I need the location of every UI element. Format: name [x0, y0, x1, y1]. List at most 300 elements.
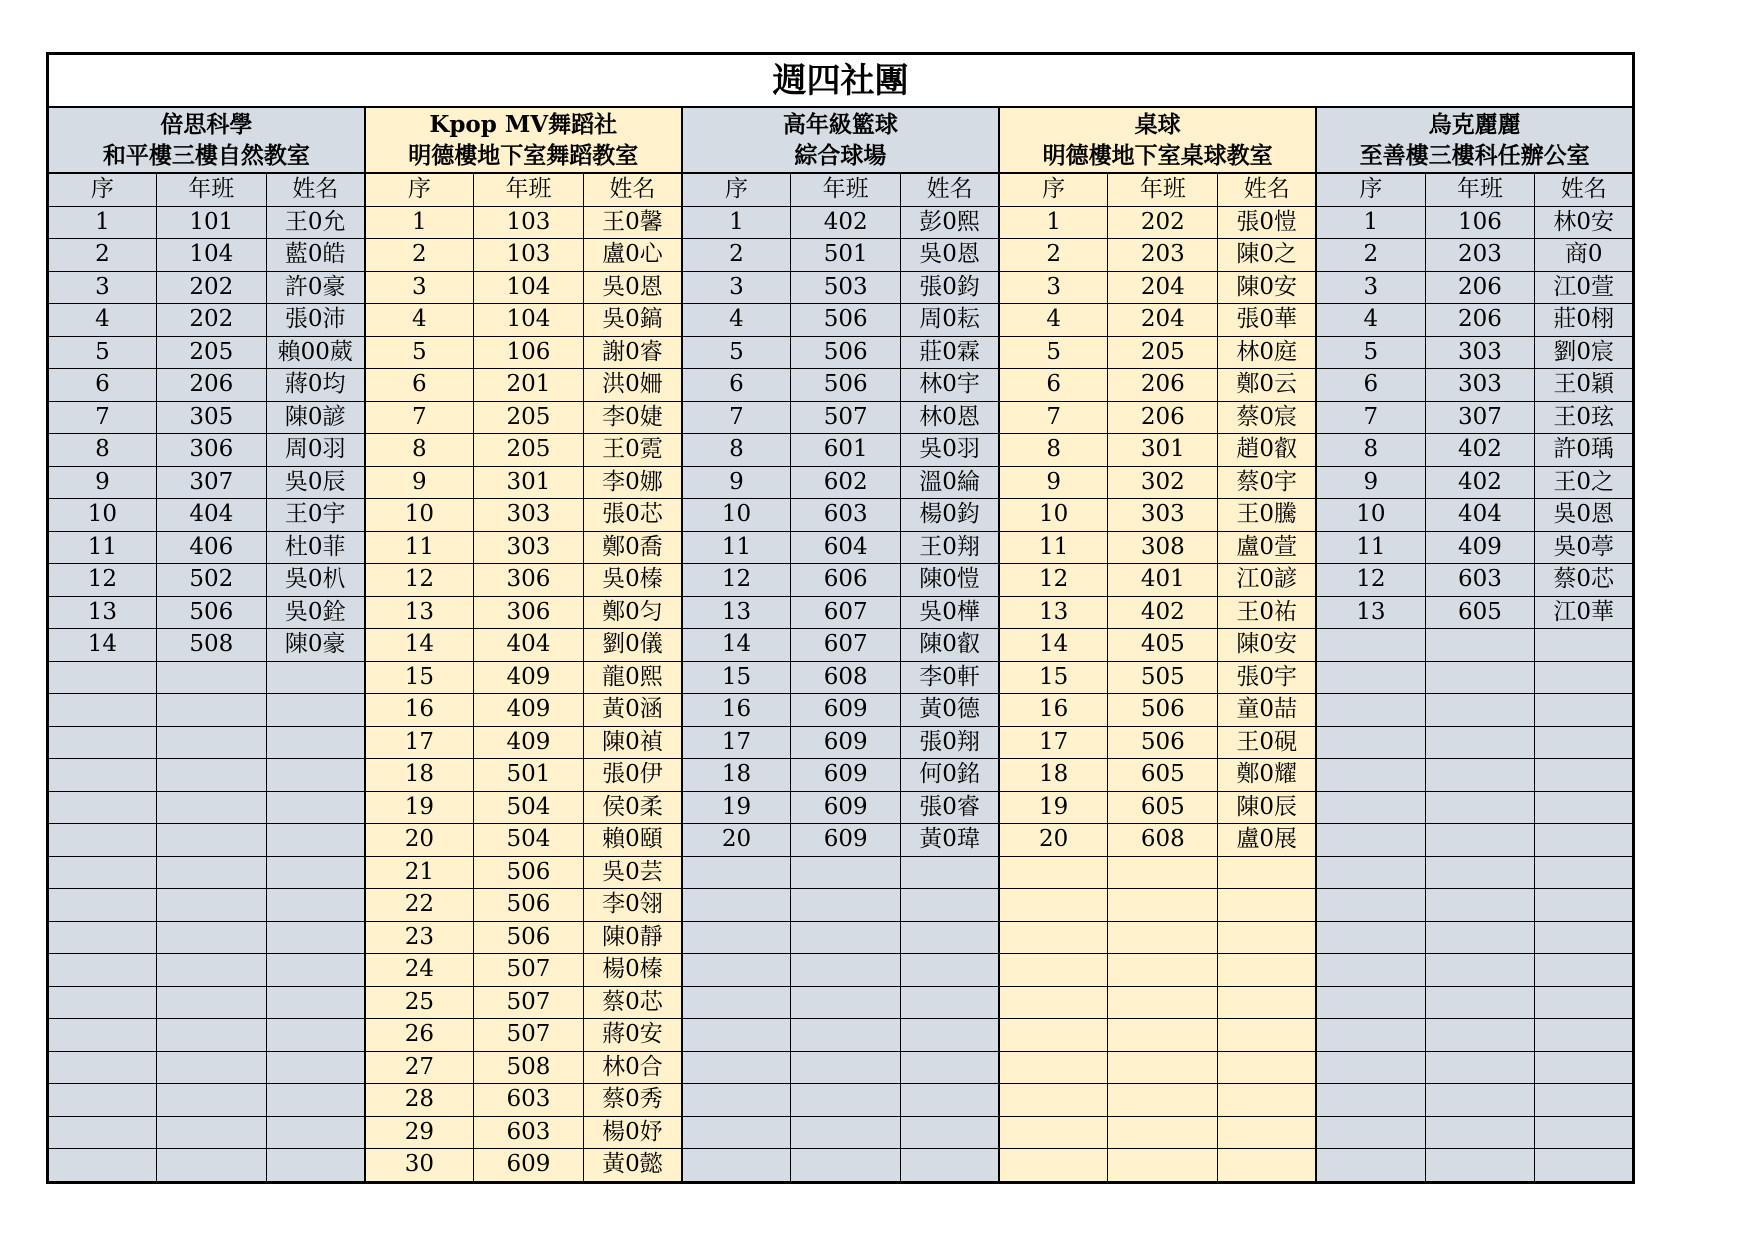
student-name-cell: [1218, 889, 1316, 922]
club-location: 和平樓三樓自然教室: [102, 142, 310, 169]
table-row: [48, 889, 1634, 922]
student-name-cell: 許0瑀: [1535, 434, 1634, 467]
class-cell: [1425, 856, 1535, 889]
student-name-cell: [1535, 986, 1634, 1019]
seq-cell: [999, 1051, 1108, 1084]
seq-cell: 9: [48, 466, 157, 499]
seq-cell: 15: [999, 661, 1108, 694]
class-cell: [1425, 629, 1535, 662]
class-cell: [156, 1084, 266, 1117]
seq-cell: 1: [48, 206, 157, 239]
class-cell: 507: [473, 986, 583, 1019]
seq-cell: 13: [48, 596, 157, 629]
seq-cell: 3: [365, 271, 474, 304]
class-header: 年班: [791, 173, 901, 206]
student-name-cell: 張0華: [1218, 304, 1316, 337]
class-cell: 601: [791, 434, 901, 467]
student-name-cell: 洪0姍: [583, 369, 681, 402]
page-title: 週四社團: [48, 54, 1634, 108]
seq-cell: 7: [682, 401, 791, 434]
student-name-cell: 王0馨: [583, 206, 681, 239]
student-name-cell: 賴00葳: [266, 336, 364, 369]
table-row: [48, 856, 1634, 889]
seq-cell: 13: [365, 596, 474, 629]
class-cell: 404: [156, 499, 266, 532]
seq-cell: 4: [1316, 304, 1425, 337]
student-name-cell: [1535, 1116, 1634, 1149]
student-name-cell: 蔡0宸: [1218, 401, 1316, 434]
class-cell: 506: [791, 336, 901, 369]
student-name-cell: 張0睿: [901, 791, 999, 824]
seq-cell: 11: [48, 531, 157, 564]
class-cell: 605: [1425, 596, 1535, 629]
student-name-cell: 林0宇: [901, 369, 999, 402]
student-name-cell: [1218, 1051, 1316, 1084]
class-cell: [1425, 1051, 1535, 1084]
seq-cell: 25: [365, 986, 474, 1019]
seq-cell: 11: [682, 531, 791, 564]
class-cell: 607: [791, 596, 901, 629]
class-cell: [791, 1149, 901, 1183]
column-header-row: [48, 173, 1634, 206]
seq-cell: 6: [48, 369, 157, 402]
class-cell: [791, 1051, 901, 1084]
student-name-cell: [266, 1019, 364, 1052]
seq-cell: 3: [48, 271, 157, 304]
class-cell: [156, 954, 266, 987]
table-row: [48, 531, 1634, 564]
club-header: [48, 107, 365, 173]
seq-cell: [48, 954, 157, 987]
class-cell: 202: [1108, 206, 1218, 239]
student-name-cell: [266, 856, 364, 889]
class-cell: 507: [473, 1019, 583, 1052]
table-row: [48, 271, 1634, 304]
student-name-cell: 龍0熙: [583, 661, 681, 694]
class-cell: 406: [156, 531, 266, 564]
seq-cell: 19: [365, 791, 474, 824]
table-row: [48, 726, 1634, 759]
seq-cell: [1316, 889, 1425, 922]
class-cell: 402: [791, 206, 901, 239]
student-name-cell: 李0翎: [583, 889, 681, 922]
name-header: 姓名: [266, 173, 364, 206]
seq-cell: 5: [48, 336, 157, 369]
student-name-cell: 江0萱: [1535, 271, 1634, 304]
student-name-cell: 張0鈞: [901, 271, 999, 304]
club-name: 倍思科學: [160, 110, 253, 138]
seq-cell: [1316, 1116, 1425, 1149]
class-header: 年班: [473, 173, 583, 206]
class-cell: [1425, 1019, 1535, 1052]
class-cell: [791, 921, 901, 954]
table-row: [48, 1149, 1634, 1183]
class-cell: 603: [1425, 564, 1535, 597]
student-name-cell: 張0翔: [901, 726, 999, 759]
table-row: [48, 921, 1634, 954]
student-name-cell: [901, 986, 999, 1019]
class-cell: [1425, 1149, 1535, 1183]
seq-cell: 15: [682, 661, 791, 694]
seq-header: 序: [999, 173, 1108, 206]
student-name-cell: 陳0靜: [583, 921, 681, 954]
seq-cell: [682, 1149, 791, 1183]
student-name-cell: 王0玹: [1535, 401, 1634, 434]
club-location: 明德樓地下室桌球教室: [1042, 142, 1273, 169]
class-cell: 502: [156, 564, 266, 597]
student-name-cell: 陳0之: [1218, 239, 1316, 272]
student-name-cell: 何0銘: [901, 759, 999, 792]
seq-cell: 6: [999, 369, 1108, 402]
class-cell: 504: [473, 824, 583, 857]
seq-cell: 26: [365, 1019, 474, 1052]
class-cell: 301: [473, 466, 583, 499]
class-cell: [1425, 1116, 1535, 1149]
seq-cell: [1316, 661, 1425, 694]
seq-cell: [682, 1019, 791, 1052]
student-name-cell: 蔣0均: [266, 369, 364, 402]
class-cell: 503: [791, 271, 901, 304]
class-cell: [156, 661, 266, 694]
class-cell: 602: [791, 466, 901, 499]
student-name-cell: 謝0睿: [583, 336, 681, 369]
table-row: [48, 564, 1634, 597]
class-cell: [1425, 986, 1535, 1019]
student-name-cell: 鄭0匀: [583, 596, 681, 629]
student-name-cell: 吳0葶: [1535, 531, 1634, 564]
class-cell: 205: [473, 401, 583, 434]
student-name-cell: [266, 726, 364, 759]
class-cell: [1425, 824, 1535, 857]
table-row: [48, 661, 1634, 694]
seq-cell: [1316, 1084, 1425, 1117]
class-cell: 506: [791, 304, 901, 337]
student-name-cell: 張0沛: [266, 304, 364, 337]
seq-cell: 15: [365, 661, 474, 694]
table-row: [48, 1084, 1634, 1117]
student-name-cell: [1535, 1051, 1634, 1084]
student-name-cell: 黃0瑋: [901, 824, 999, 857]
class-cell: [1108, 986, 1218, 1019]
class-cell: 402: [1108, 596, 1218, 629]
student-name-cell: [266, 1051, 364, 1084]
class-cell: 501: [791, 239, 901, 272]
seq-cell: 2: [682, 239, 791, 272]
seq-cell: 27: [365, 1051, 474, 1084]
student-name-cell: 周0耘: [901, 304, 999, 337]
student-name-cell: 盧0萱: [1218, 531, 1316, 564]
class-cell: [791, 954, 901, 987]
student-name-cell: [1535, 629, 1634, 662]
class-cell: [156, 1051, 266, 1084]
seq-cell: 30: [365, 1149, 474, 1183]
seq-cell: [1316, 1149, 1425, 1183]
student-name-cell: 吳0恩: [1535, 499, 1634, 532]
student-name-cell: 楊0榛: [583, 954, 681, 987]
student-name-cell: 吳0榛: [583, 564, 681, 597]
seq-cell: 12: [365, 564, 474, 597]
class-cell: 609: [791, 759, 901, 792]
student-name-cell: 林0庭: [1218, 336, 1316, 369]
student-name-cell: 楊0妤: [583, 1116, 681, 1149]
student-name-cell: 黃0懿: [583, 1149, 681, 1183]
class-cell: 603: [473, 1084, 583, 1117]
seq-cell: [682, 856, 791, 889]
student-name-cell: 莊0霖: [901, 336, 999, 369]
name-header: 姓名: [901, 173, 999, 206]
class-header: 年班: [156, 173, 266, 206]
class-cell: 104: [473, 271, 583, 304]
seq-cell: [1316, 856, 1425, 889]
student-name-cell: 張0芯: [583, 499, 681, 532]
student-name-cell: 黃0涵: [583, 694, 681, 727]
seq-cell: [682, 954, 791, 987]
seq-cell: 5: [999, 336, 1108, 369]
class-cell: 404: [1425, 499, 1535, 532]
class-cell: 303: [1108, 499, 1218, 532]
student-name-cell: [266, 694, 364, 727]
seq-cell: 16: [999, 694, 1108, 727]
student-name-cell: [266, 954, 364, 987]
student-name-cell: [901, 921, 999, 954]
seq-cell: [48, 1051, 157, 1084]
name-header: 姓名: [1535, 173, 1634, 206]
student-name-cell: [901, 1019, 999, 1052]
class-cell: [1425, 726, 1535, 759]
seq-cell: 2: [1316, 239, 1425, 272]
student-name-cell: 吳0鎬: [583, 304, 681, 337]
class-cell: 103: [473, 239, 583, 272]
class-cell: 506: [473, 921, 583, 954]
seq-cell: 12: [1316, 564, 1425, 597]
seq-cell: [1316, 694, 1425, 727]
seq-cell: 4: [365, 304, 474, 337]
seq-cell: [682, 889, 791, 922]
table-row: [48, 369, 1634, 402]
student-name-cell: [266, 1116, 364, 1149]
seq-cell: 8: [48, 434, 157, 467]
class-cell: [1425, 921, 1535, 954]
student-name-cell: [901, 954, 999, 987]
table-row: [48, 986, 1634, 1019]
student-name-cell: 吳0羽: [901, 434, 999, 467]
class-cell: 204: [1108, 271, 1218, 304]
class-cell: 206: [1108, 401, 1218, 434]
seq-cell: 14: [365, 629, 474, 662]
student-name-cell: [1218, 986, 1316, 1019]
student-name-cell: [1535, 1084, 1634, 1117]
seq-cell: [48, 856, 157, 889]
seq-cell: 2: [48, 239, 157, 272]
class-cell: 305: [156, 401, 266, 434]
class-cell: 201: [473, 369, 583, 402]
seq-cell: 22: [365, 889, 474, 922]
student-name-cell: 陳0安: [1218, 629, 1316, 662]
student-name-cell: [1535, 694, 1634, 727]
class-cell: 609: [791, 694, 901, 727]
class-cell: [1108, 1149, 1218, 1183]
seq-cell: 9: [999, 466, 1108, 499]
student-name-cell: [901, 1051, 999, 1084]
student-name-cell: 彭0熙: [901, 206, 999, 239]
class-cell: 507: [791, 401, 901, 434]
seq-cell: 10: [1316, 499, 1425, 532]
student-name-cell: 林0恩: [901, 401, 999, 434]
student-name-cell: [1535, 726, 1634, 759]
student-name-cell: [1218, 856, 1316, 889]
student-name-cell: 商0: [1535, 239, 1634, 272]
class-cell: 301: [1108, 434, 1218, 467]
student-name-cell: [901, 856, 999, 889]
student-name-cell: 李0娜: [583, 466, 681, 499]
class-cell: 603: [473, 1116, 583, 1149]
seq-cell: [48, 791, 157, 824]
student-name-cell: [1218, 1116, 1316, 1149]
table-row: [48, 954, 1634, 987]
class-cell: [1108, 1019, 1218, 1052]
seq-cell: 9: [365, 466, 474, 499]
class-cell: 506: [791, 369, 901, 402]
student-name-cell: [1218, 1084, 1316, 1117]
student-name-cell: 莊0栩: [1535, 304, 1634, 337]
student-name-cell: [266, 824, 364, 857]
seq-cell: 13: [999, 596, 1108, 629]
class-cell: 202: [156, 271, 266, 304]
class-cell: [156, 986, 266, 1019]
table-row: [48, 466, 1634, 499]
seq-cell: [999, 856, 1108, 889]
student-name-cell: [901, 1084, 999, 1117]
class-cell: [156, 921, 266, 954]
table-row: [48, 206, 1634, 239]
seq-cell: 10: [365, 499, 474, 532]
class-cell: 504: [473, 791, 583, 824]
class-cell: 409: [473, 661, 583, 694]
seq-cell: [48, 889, 157, 922]
student-name-cell: 江0華: [1535, 596, 1634, 629]
student-name-cell: 陳0禎: [583, 726, 681, 759]
class-cell: 604: [791, 531, 901, 564]
class-cell: [1108, 921, 1218, 954]
class-cell: 402: [1425, 434, 1535, 467]
class-cell: 104: [156, 239, 266, 272]
seq-header: 序: [1316, 173, 1425, 206]
seq-cell: 11: [365, 531, 474, 564]
student-name-cell: 王0霓: [583, 434, 681, 467]
seq-cell: 16: [682, 694, 791, 727]
name-header: 姓名: [1218, 173, 1316, 206]
student-name-cell: [266, 759, 364, 792]
student-name-cell: 陳0叡: [901, 629, 999, 662]
student-name-cell: 鄭0喬: [583, 531, 681, 564]
seq-cell: 20: [999, 824, 1108, 857]
student-name-cell: 藍0皓: [266, 239, 364, 272]
student-name-cell: 吳0辰: [266, 466, 364, 499]
table-row: [48, 336, 1634, 369]
student-name-cell: 王0宇: [266, 499, 364, 532]
class-cell: [156, 856, 266, 889]
class-cell: 203: [1425, 239, 1535, 272]
student-name-cell: 王0允: [266, 206, 364, 239]
club-location: 綜合球場: [794, 142, 887, 169]
class-cell: 605: [1108, 791, 1218, 824]
seq-cell: [1316, 629, 1425, 662]
seq-cell: [999, 1149, 1108, 1183]
class-cell: [1425, 694, 1535, 727]
seq-cell: 10: [48, 499, 157, 532]
student-name-cell: 蔡0芯: [583, 986, 681, 1019]
seq-cell: [48, 726, 157, 759]
student-name-cell: 杜0菲: [266, 531, 364, 564]
student-name-cell: [1535, 954, 1634, 987]
student-name-cell: [1218, 921, 1316, 954]
club-header: [365, 107, 682, 173]
seq-cell: 5: [682, 336, 791, 369]
table-row: [48, 791, 1634, 824]
class-cell: 402: [1425, 466, 1535, 499]
club-header: [999, 107, 1316, 173]
student-name-cell: 童0喆: [1218, 694, 1316, 727]
student-name-cell: [266, 986, 364, 1019]
class-cell: 308: [1108, 531, 1218, 564]
seq-cell: [682, 986, 791, 1019]
class-cell: 506: [1108, 694, 1218, 727]
student-name-cell: 李0軒: [901, 661, 999, 694]
seq-cell: 9: [682, 466, 791, 499]
seq-cell: 24: [365, 954, 474, 987]
table-row: [48, 499, 1634, 532]
class-cell: 507: [473, 954, 583, 987]
seq-cell: [48, 694, 157, 727]
seq-cell: 20: [682, 824, 791, 857]
seq-cell: 8: [365, 434, 474, 467]
club-name: 高年級籃球: [782, 110, 898, 138]
student-name-cell: 吳0朳: [266, 564, 364, 597]
seq-cell: [48, 921, 157, 954]
student-name-cell: 鄭0耀: [1218, 759, 1316, 792]
seq-cell: 12: [682, 564, 791, 597]
seq-cell: [48, 1019, 157, 1052]
student-name-cell: 吳0芸: [583, 856, 681, 889]
student-name-cell: 侯0柔: [583, 791, 681, 824]
seq-cell: [682, 1116, 791, 1149]
seq-cell: 14: [999, 629, 1108, 662]
seq-cell: 1: [1316, 206, 1425, 239]
seq-cell: [1316, 1019, 1425, 1052]
class-cell: 608: [791, 661, 901, 694]
table-row: [48, 629, 1634, 662]
class-cell: 501: [473, 759, 583, 792]
seq-cell: [1316, 824, 1425, 857]
club-header: [682, 107, 999, 173]
seq-cell: 1: [365, 206, 474, 239]
student-name-cell: 陳0諺: [266, 401, 364, 434]
student-name-cell: [901, 1116, 999, 1149]
class-cell: 202: [156, 304, 266, 337]
student-name-cell: [1535, 759, 1634, 792]
seq-cell: [48, 824, 157, 857]
student-name-cell: [266, 1149, 364, 1183]
class-cell: 506: [473, 889, 583, 922]
class-cell: 302: [1108, 466, 1218, 499]
seq-header: 序: [365, 173, 474, 206]
seq-cell: [48, 759, 157, 792]
seq-cell: 28: [365, 1084, 474, 1117]
student-name-cell: 溫0綸: [901, 466, 999, 499]
class-cell: 206: [1108, 369, 1218, 402]
club-location: 明德樓地下室舞蹈教室: [408, 142, 639, 169]
seq-cell: 7: [1316, 401, 1425, 434]
